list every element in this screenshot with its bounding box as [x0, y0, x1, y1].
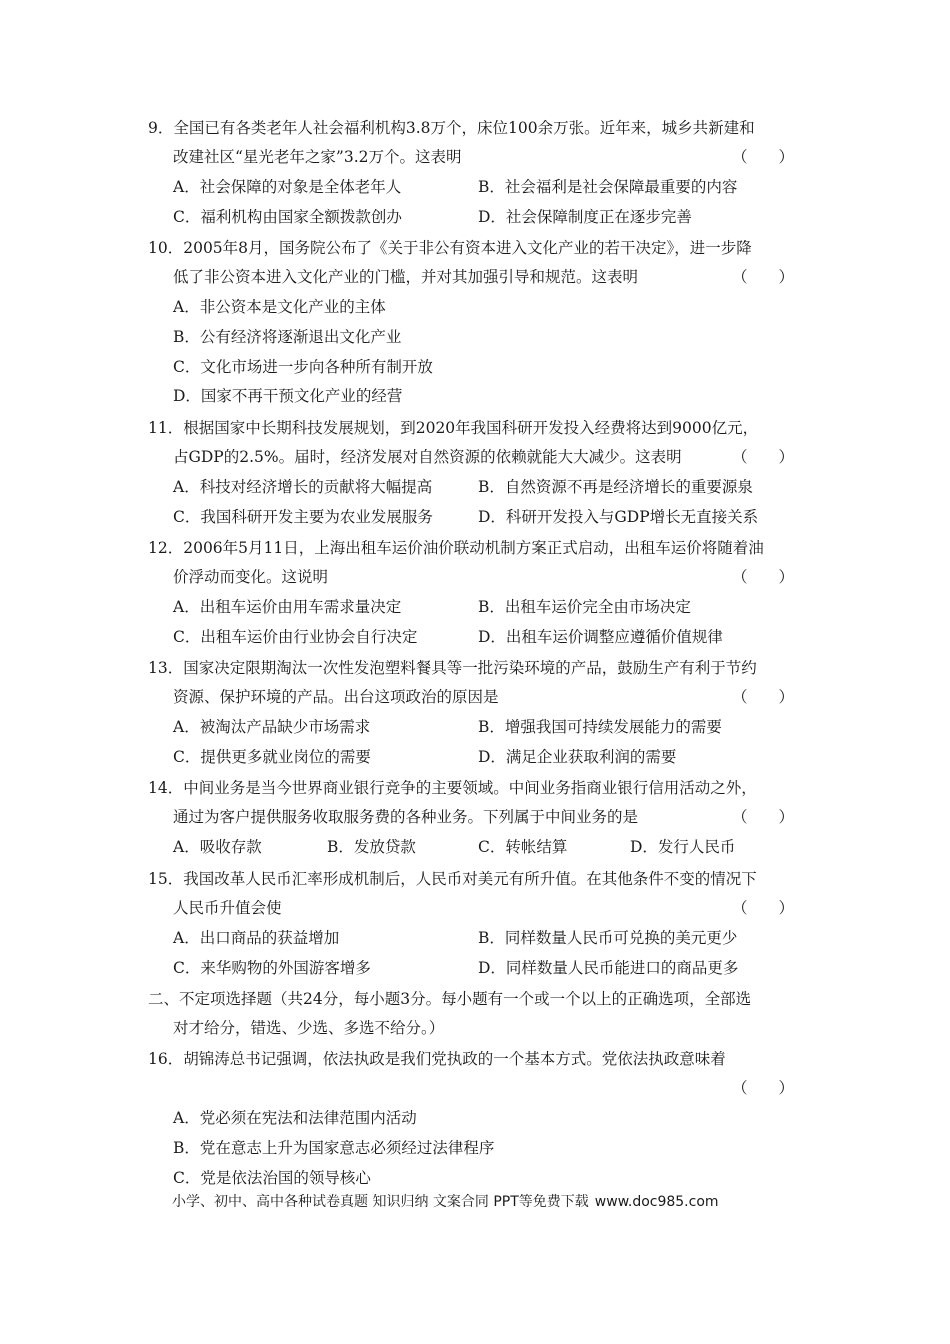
q13-option-b: B．增强我国可持续发展能力的需要 [478, 718, 722, 736]
q9-option-d: D．社会保障制度正在逐步完善 [478, 208, 692, 226]
q15-option-b: B．同样数量人民币可兑换的美元更少 [478, 929, 738, 947]
q13-option-d: D．满足企业获取利润的需要 [478, 748, 677, 766]
q14-option-c: C．转帐结算 [478, 838, 568, 856]
q14-stem-line2: 通过为客户提供服务收取服务费的各种业务。下列属于中间业务的是 [173, 808, 639, 826]
q11-stem-line2: 占GDP的2.5%。届时，经济发展对自然资源的依赖就能大大减少。这表明 [173, 448, 682, 466]
q15-option-c: C．来华购物的外国游客增多 [173, 959, 371, 977]
q11-option-a: A．科技对经济增长的贡献将大幅提高 [173, 478, 433, 496]
q15-stem-line2: 人民币升值会使 [173, 899, 282, 917]
q13-stem-line2: 资源、保护环境的产品。出台这项政治的原因是 [173, 688, 499, 706]
q12-option-b: B．出租车运价完全由市场决定 [478, 598, 691, 616]
q15-option-d: D．同样数量人民币能进口的商品更多 [478, 959, 739, 977]
q12-answer-paren: （ ） [732, 568, 795, 586]
footer [172, 1192, 719, 1212]
q10-stem-line1: 10．2005年8月，国务院公布了《关于非公有资本进入文化产业的若干决定》，进一步降 [148, 239, 752, 257]
q10-option-b: B．公有经济将逐渐退出文化产业 [173, 328, 402, 346]
q11-option-b: B．自然资源不再是经济增长的重要源泉 [478, 478, 753, 496]
q9-option-b: B．社会福利是社会保障最重要的内容 [478, 178, 738, 196]
q13-answer-paren: （ ） [732, 688, 795, 706]
q14-option-b: B．发放贷款 [327, 838, 416, 856]
q12-stem-line1: 12．2006年5月11日，上海出租车运价油价联动机制方案正式启动，出租车运价将随着油 [148, 539, 764, 557]
q9-stem-line1: 9．全国已有各类老年人社会福利机构3.8万个，床位100余万张。近年来，城乡共新建和 [148, 119, 755, 137]
q13-option-a: A．被淘汰产品缺少市场需求 [173, 718, 371, 736]
q11-stem-line1: 11．根据国家中长期科技发展规划，到2020年我国科研开发投入经费将达到9000亿元， [148, 419, 759, 437]
q15-answer-paren: （ ） [732, 899, 795, 917]
q9-option-c: C．福利机构由国家全额拨款创办 [173, 208, 402, 226]
q10-option-a: A．非公资本是文化产业的主体 [173, 298, 386, 316]
q13-option-c: C．提供更多就业岗位的需要 [173, 748, 371, 766]
section2-heading-line2: 对才给分，错选、少选、多选不给分。） [173, 1019, 445, 1037]
q10-option-c: C．文化市场进一步向各种所有制开放 [173, 358, 433, 376]
q12-option-a: A．出租车运价由用车需求量决定 [173, 598, 402, 616]
q12-option-d: D．出租车运价调整应遵循价值规律 [478, 628, 723, 646]
q16-stem: 16．胡锦涛总书记强调，依法执政是我们党执政的一个基本方式。党依法执政意味着 [148, 1050, 726, 1068]
section2-heading-line1: 二、不定项选择题（共24分，每小题3分。每小题有一个或一个以上的正确选项，全部选 [148, 990, 752, 1008]
q15-option-a: A．出口商品的获益增加 [173, 929, 340, 947]
footer-text: 小学、初中、高中各种试卷真题 知识归纳 文案合同 PPT等免费下载 [172, 1194, 589, 1210]
q16-option-b: B．党在意志上升为国家意志必须经过法律程序 [173, 1139, 495, 1157]
footer-url-link[interactable]: www.doc985.com [594, 1194, 719, 1210]
q16-option-c: C．党是依法治国的领导核心 [173, 1169, 371, 1187]
q11-option-c: C．我国科研开发主要为农业发展服务 [173, 508, 433, 526]
q14-answer-paren: （ ） [732, 808, 795, 826]
q14-option-a: A．吸收存款 [173, 838, 262, 856]
q9-option-a: A．社会保障的对象是全体老年人 [173, 178, 402, 196]
q11-option-d: D．科研开发投入与GDP增长无直接关系 [478, 508, 759, 526]
q16-answer-paren: （ ） [732, 1079, 795, 1097]
q9-answer-paren: （ ） [732, 148, 795, 166]
q13-stem-line1: 13．国家决定限期淘汰一次性发泡塑料餐具等一批污染环境的产品，鼓励生产有利于节约 [148, 659, 757, 677]
q12-option-c: C．出租车运价由行业协会自行决定 [173, 628, 418, 646]
q10-stem-line2: 低了非公资本进入文化产业的门槛，并对其加强引导和规范。这表明 [173, 268, 639, 286]
q16-option-a: A．党必须在宪法和法律范围内活动 [173, 1109, 417, 1127]
q15-stem-line1: 15．我国改革人民币汇率形成机制后，人民币对美元有所升值。在其他条件不变的情况下 [148, 870, 757, 888]
q10-answer-paren: （ ） [732, 268, 795, 286]
q14-stem-line1: 14．中间业务是当今世界商业银行竞争的主要领域。中间业务指商业银行信用活动之外， [148, 779, 757, 797]
q9-stem-line2: 改建社区“星光老年之家”3.2万个。这表明 [173, 148, 462, 166]
q10-option-d: D．国家不再干预文化产业的经营 [173, 387, 403, 405]
q12-stem-line2: 价浮动而变化。这说明 [173, 568, 329, 586]
q11-answer-paren: （ ） [732, 448, 795, 466]
q14-option-d: D．发行人民币 [630, 838, 736, 856]
